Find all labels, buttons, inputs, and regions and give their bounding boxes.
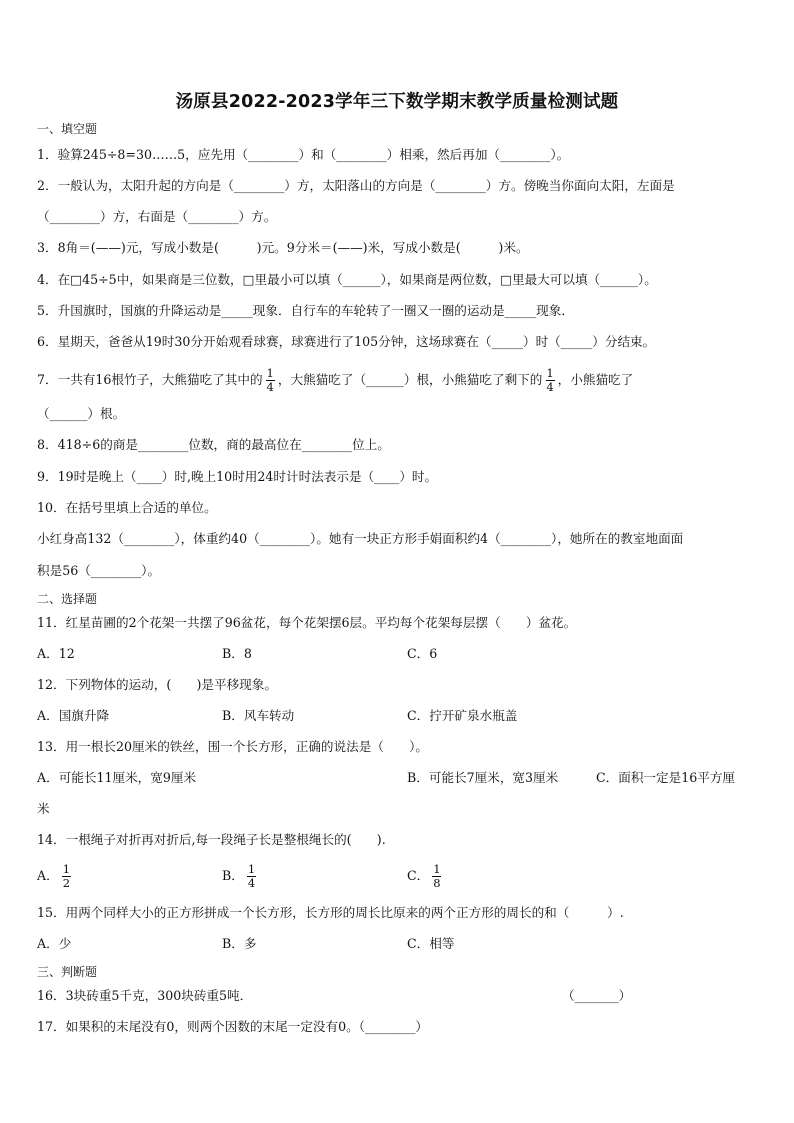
section-heading-true-false: 三、判断题	[37, 965, 98, 979]
fraction-numerator: 1	[62, 862, 71, 876]
question-7-line-2: （______）根。	[37, 406, 126, 421]
question-15-option-a: A．少	[37, 936, 72, 951]
fraction-one-eighth	[431, 863, 442, 890]
question-13-option-c: C．面积一定是16平方厘	[596, 770, 736, 785]
question-2-line-2: （________）方，右面是（________）方。	[37, 209, 277, 224]
question-13: 13．用一根长20厘米的铁丝，围一个长方形，正确的说法是（ ）。	[37, 739, 428, 754]
question-6: 6．星期天，爸爸从19时30分开始观看球赛，球赛进行了105分钟，这场球赛在（_____）时（_____）分结束。	[37, 334, 656, 349]
fraction-one-quarter	[265, 367, 276, 394]
question-7-part-2: ，大熊猫吃了（______）根，小熊猫吃了剩下的	[277, 372, 543, 387]
question-17: 17．如果积的末尾没有0，则两个因数的末尾一定没有0。（________）	[37, 1019, 428, 1034]
question-8: 8．418÷6的商是________位数，商的最高位在________位上。	[37, 437, 390, 452]
fraction-one-half	[61, 863, 72, 890]
fraction-one-quarter	[544, 367, 555, 394]
fraction-denominator: 4	[546, 380, 554, 394]
question-13-option-a: A．可能长11厘米，宽9厘米	[37, 770, 197, 785]
question-13-option-c-wrap: 米	[37, 801, 50, 816]
question-10: 10．在括号里填上合适的单位。	[37, 500, 217, 515]
question-10-line-1: 小红身高132（________），体重约40（________）。她有一块正方形手娟面积约4（________），她所在的教室地面面	[37, 531, 684, 546]
question-14-option-a	[37, 858, 74, 894]
question-15: 15．用两个同样大小的正方形拼成一个长方形，长方形的周长比原来的两个正方形的周长的和（ ）.	[37, 905, 624, 920]
question-16: 16．3块砖重5千克，300块砖重5吨．	[37, 988, 253, 1003]
question-5: 5．升国旗时，国旗的升降运动是_____现象．自行车的车轮转了一圈又一圈的运动是_____现象．	[37, 303, 574, 318]
fraction-numerator: 1	[546, 366, 554, 380]
question-11-option-b: B．8	[222, 646, 252, 661]
question-1: 1．验算245÷8=30……5，应先用（________）和（________）相乘，然后再加（________）。	[37, 147, 570, 162]
fraction-numerator: 1	[433, 862, 441, 876]
question-14-option-b	[222, 858, 259, 894]
fraction-numerator: 1	[266, 366, 274, 380]
question-14-option-c	[407, 858, 445, 894]
question-15-option-c: C．相等	[407, 936, 455, 951]
question-14: 14．一根绳子对折再对折后,每一段绳子长是整根绳长的( ).	[37, 832, 386, 847]
question-10-line-2: 积是56（________）。	[37, 563, 161, 578]
question-11: 11．红星苗圃的2个花架一共摆了96盆花，每个花架摆6层。平均每个花架每层摆（ ）盆花。	[37, 615, 577, 630]
question-15-option-b: B．多	[222, 936, 257, 951]
question-3: 3．8角＝(——)元，写成小数是( )元。9分米＝(——)米，写成小数是( )米。	[37, 240, 529, 255]
fraction-denominator: 8	[433, 876, 441, 890]
question-2-line-1: 2．一般认为，太阳升起的方向是（________）方，太阳落山的方向是（________）方。傍晚当你面向太阳，左面是	[37, 178, 675, 193]
option-label: C．	[407, 868, 430, 883]
question-12-option-b: B．风车转动	[222, 708, 295, 723]
fraction-numerator: 1	[247, 862, 256, 876]
option-label: B．	[222, 868, 244, 883]
question-13-option-b: B．可能长7厘米，宽3厘米	[407, 770, 559, 785]
question-16-answer-blank: （_______）	[562, 988, 632, 1003]
fraction-denominator: 4	[247, 876, 256, 890]
question-12: 12．下列物体的运动，( )是平移现象。	[37, 677, 277, 692]
question-12-option-c: C．拧开矿泉水瓶盖	[407, 708, 518, 723]
question-4: 4．在□45÷5中，如果商是三位数，□里最小可以填（______），如果商是两位数，□里最大可以填（______）。	[37, 272, 657, 287]
option-label: A．	[37, 868, 59, 883]
question-7-part-1: 7．一共有16根竹子，大熊猫吃了其中的	[37, 372, 263, 387]
fraction-denominator: 2	[62, 876, 71, 890]
fraction-denominator: 4	[266, 380, 274, 394]
question-7-part-3: ，小熊猫吃了	[557, 372, 634, 387]
question-11-option-a: A．12	[37, 646, 75, 661]
section-heading-fill-blank: 一、填空题	[37, 122, 98, 136]
page-title: 汤原县2022-2023学年三下数学期末教学质量检测试题	[175, 92, 619, 112]
question-12-option-a: A．国旗升降	[37, 708, 110, 723]
question-11-option-c: C．6	[407, 646, 438, 661]
question-7-line-1	[37, 367, 764, 394]
fraction-one-quarter	[246, 863, 257, 890]
question-9: 9．19时是晚上（____）时,晚上10时用24时计时法表示是（____）时。	[37, 469, 438, 484]
section-heading-choice: 二、选择题	[37, 592, 98, 606]
